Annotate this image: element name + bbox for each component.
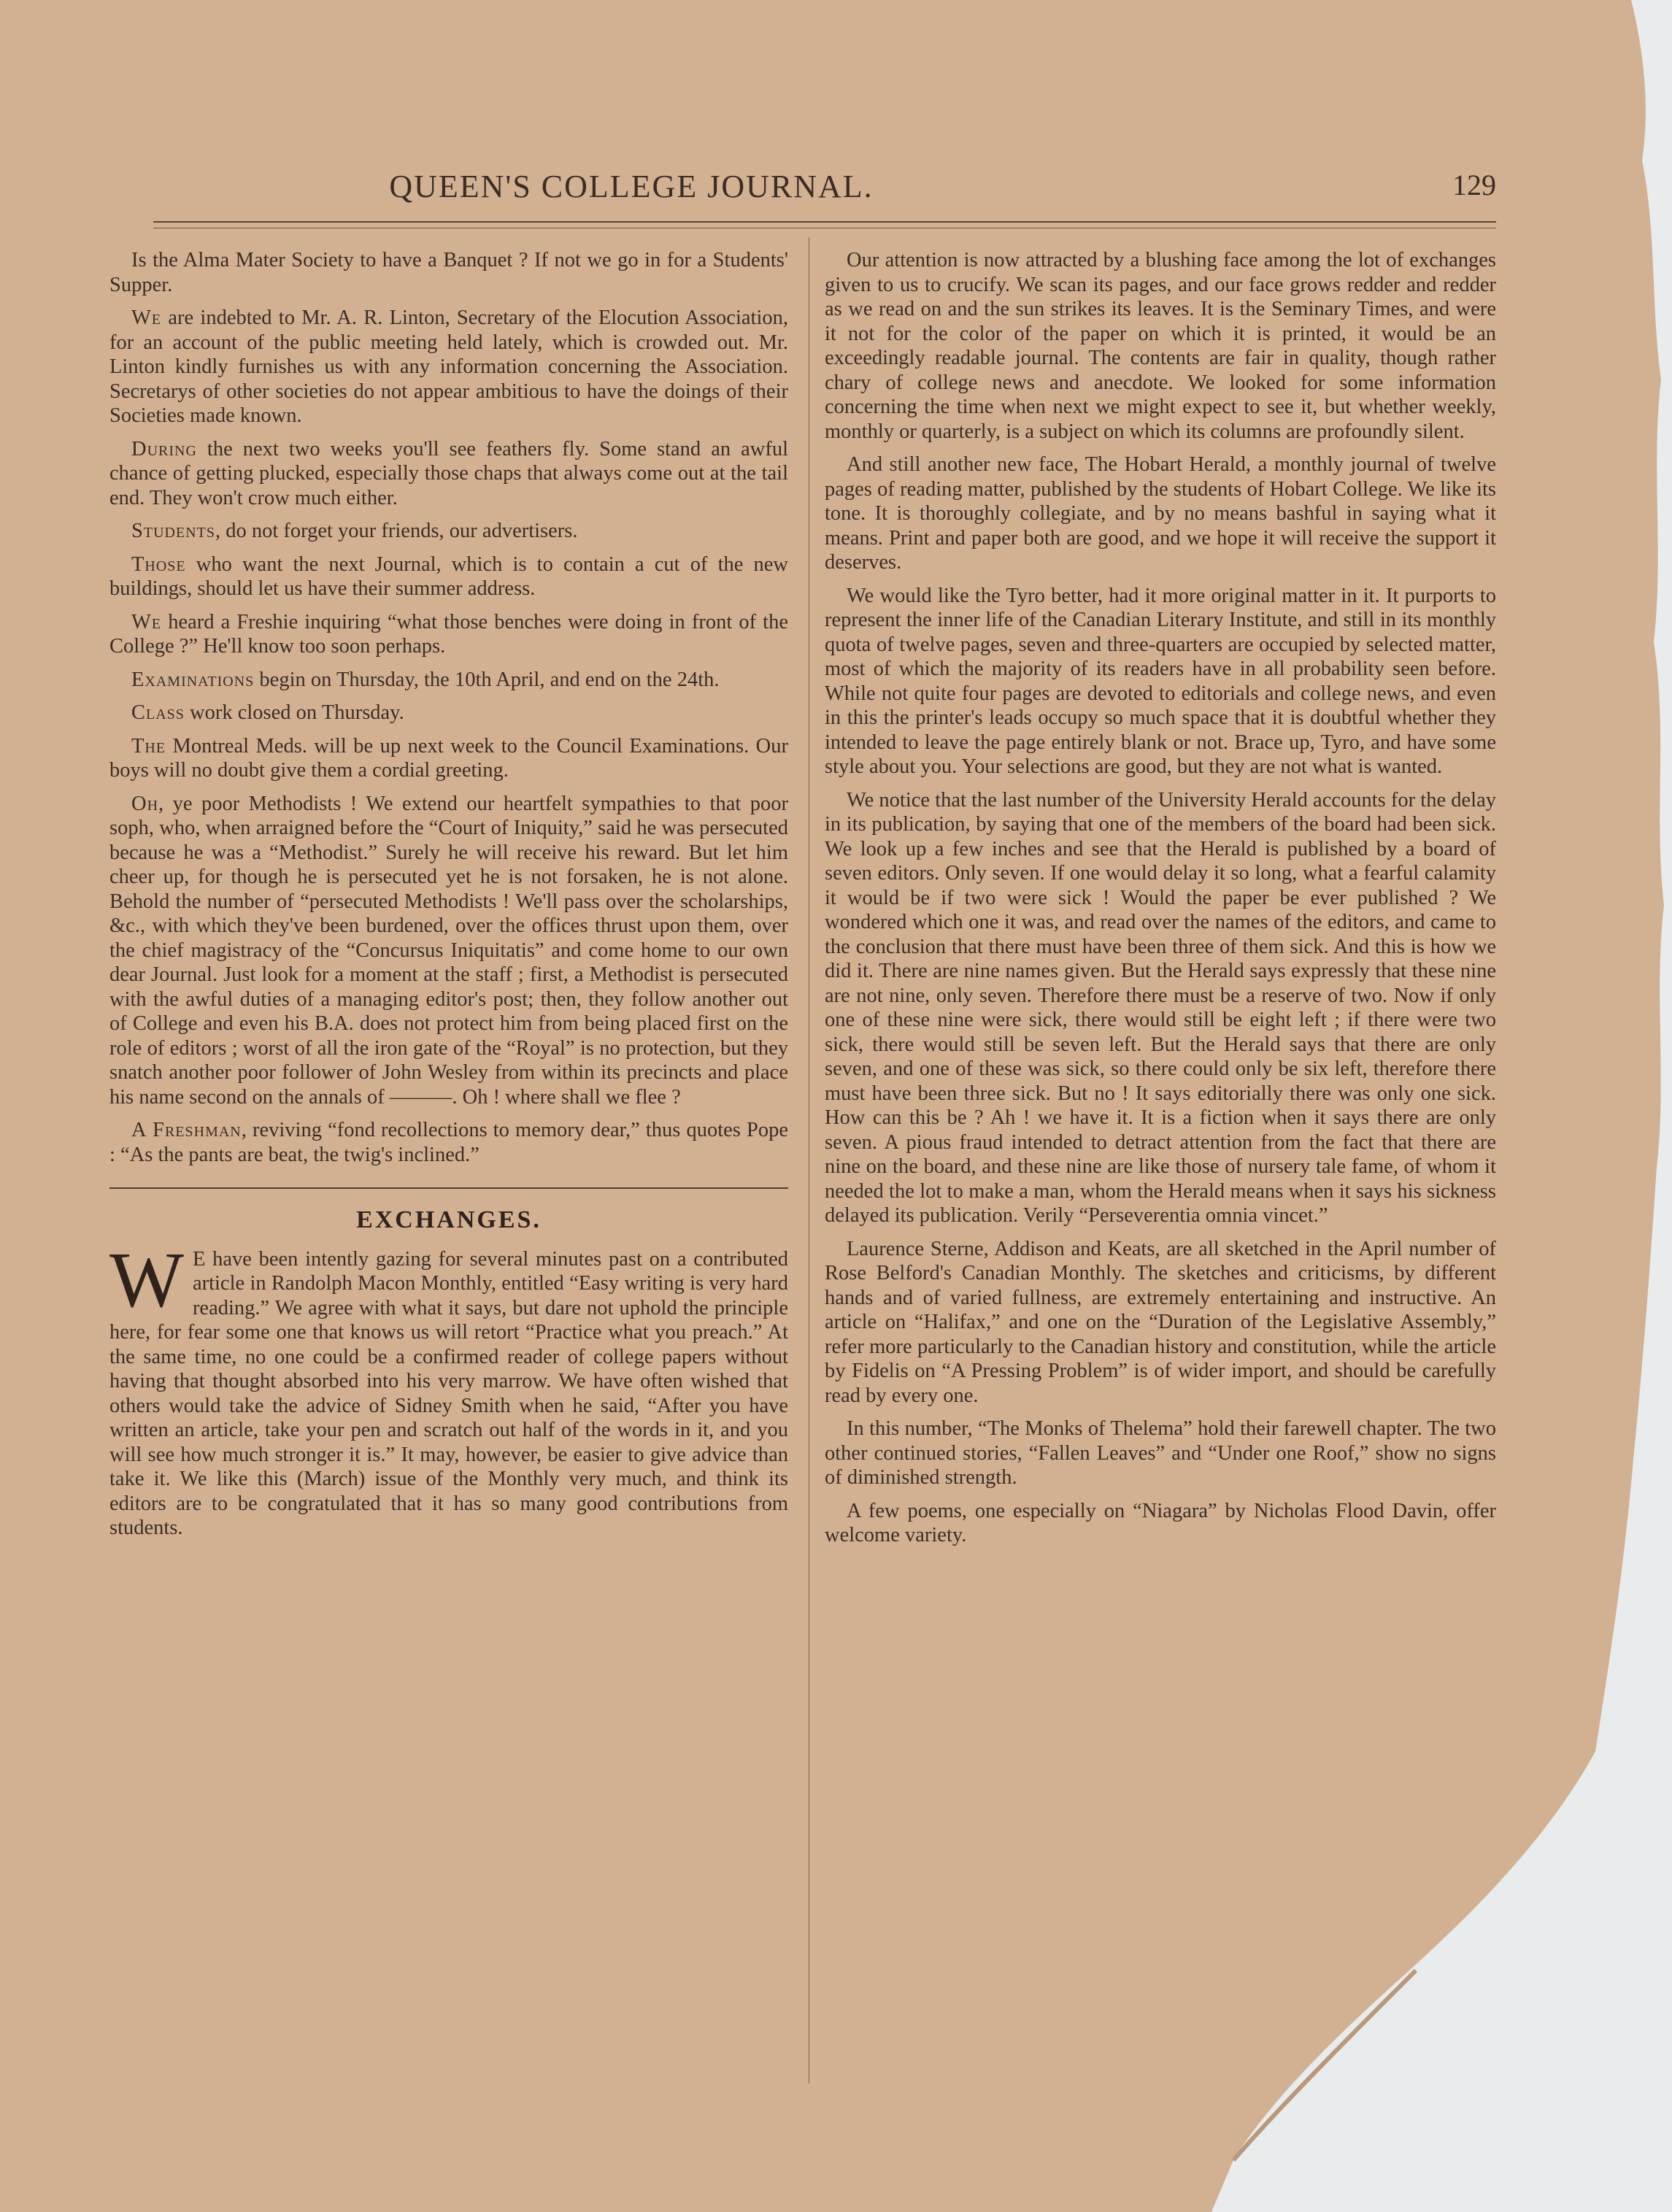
paragraph-text: E have been intently gazing for several minutes past on a contributed article in Randolph Macon Monthly, entitled “Easy writing is very hard reading.” We agree with what it says, but dare not uphold the principle here, for fear some one that knows us will retort “Practice what you preach.” At the same time, no one could be a confirmed reader of college papers without having that thought absorbed into his very marrow. We have often wished that others would take the advice of Sidney Smith when he said, “After you have written an article, take your pen and scratch out half of the words in it, and you will see how much stronger it is.” It may, however, be easier to give advice than take it. We like this (March) issue of the Monthly very much, and think its editors are to be congratulated that it has so many good contributions from students.	[109, 1247, 788, 1539]
paragraph-methodists	[109, 792, 788, 1110]
journal-title: QUEEN'S COLLEGE JOURNAL.	[389, 169, 874, 204]
paragraph-seminary-times: Our attention is now attracted by a blushing face among the lot of exchanges given to us to crucify. We scan its pages, and our face grows redder and redder as we read on and the sun strikes its leaves. It is the Seminary Times, and were it not for the color of the paper on which it is printed, it would be an exceedingly readable journal. The contents are fair in quality, though rather chary of college news and anecdote. We looked for some information concerning the time when next we might expect to see it, but whether weekly, monthly or quarterly, is a subject on which its columns are profoundly silent.	[825, 249, 1496, 443]
paragraph-lead: During	[131, 437, 197, 460]
drop-cap: W	[109, 1236, 184, 1324]
paragraph-university-herald: We notice that the last number of the University Herald accounts for the delay in its publication, by saying that one of the members of the board had been sick. We look up a few inches and see that the Herald is published by a board of seven editors. Only seven. If one would delay it so long, what a fearful calamity it would be if two were sick ! Would the paper be ever published ? We wondered which one it was, and read over the names of the editors, and came to the conclusion that there must have been three of them sick. And this is how we did it. There are nine names given. But the Herald says expressly that these nine are not nine, only seven. Therefore there must be a reserve of two. Now if only one of these nine were sick, there would still be eight left ; if there were two sick, there would still be seven left. But the Herald says that there are only seven, and one of these was sick, so there could only be six left, therefore there must have been three sick. But no ! It says editorially there was only one sick. How can this be ? Ah ! we have it. It is a fiction when it says there are only seven. A pious fraud intended to detract attention from the fact that there are nine on the board, and these nine are like those of nursery tale fame, of whom it needed the lot to make a man, whom the Herald means when it says his sickness delayed its publication. Verily “Perseverentia omnia vincet.”	[825, 788, 1496, 1227]
page-number: 129	[1452, 169, 1496, 201]
paragraph-linton	[109, 306, 788, 428]
paragraph-text: , reviving “fond recollections to memory dear,” thus quotes Pope : “As the pants are beat, the twig's inclined.”	[109, 1119, 788, 1166]
paragraph-text: begin on Thursday, the 10th April, and end on the 24th.	[254, 668, 720, 691]
paragraph-lead: Class	[131, 701, 185, 724]
paragraph-freshman	[109, 1118, 788, 1167]
paragraph-freshie	[109, 610, 788, 659]
paragraph-lead: We	[131, 610, 162, 633]
paragraph-text: the next two weeks you'll see feathers fly. Some stand an awful chance of getting plucked, especially those chaps that always come out at the tail end. They won't crow much either.	[109, 437, 788, 509]
right-column	[825, 248, 1496, 1557]
paragraph-lead: The	[131, 734, 166, 758]
paragraph-tyro: We would like the Tyro better, had it more original matter in it. It purports to represent the inner life of the Canadian Literary Institute, and still in its monthly quota of twelve pages, seven and three-quarters are occupied by selected matter, most of which the majority of its readers have in all probability seen before. While not quite four pages are devoted to editorials and college news, and even in this the printer's leads occupy so much space that it is doubtful whether they intended to leave the page entirely blank or not. Brace up, Tyro, and have some style about you. Your selections are good, but they are not what is wanted.	[825, 584, 1496, 778]
paragraph-lead: Oh	[131, 792, 159, 815]
left-column	[109, 248, 788, 1549]
paragraph-text: are indebted to Mr. A. R. Linton, Secretary of the Elocution Association, for an account of the public meeting held lately, which is crowded out. Mr. Linton kindly furnishes us with any information concerning the Association. Secretarys of other societies do not appear ambitious to have the doings of their Societies made known.	[109, 307, 788, 427]
paragraph-text: heard a Freshie inquiring “what those benches were doing in front of the College ?” He'll know too soon perhaps.	[109, 610, 788, 658]
paragraph-exchanges-intro	[109, 1236, 788, 1541]
paragraph-lead: Examinations	[131, 668, 255, 691]
journal-page	[109, 146, 1496, 2116]
paragraph-canadian-monthly: Laurence Sterne, Addison and Keats, are all sketched in the April number of Rose Belford's Canadian Monthly. The sketches and criticisms, by different hands and of varied fullness, are extremely entertaining and instructive. An article on “Halifax,” and one on the “Duration of the Legislative Assembly,” refer more particularly to the Canadian history and constitution, while the article by Fidelis on “A Pressing Problem” is of wider import, and should be carefully read by every one.	[825, 1237, 1496, 1407]
paragraph-lead: We	[131, 307, 162, 329]
paragraph-summer-address	[109, 552, 788, 601]
paragraph-examinations	[109, 668, 788, 693]
running-head	[109, 168, 1496, 219]
paragraph-text: work closed on Thursday.	[184, 701, 404, 724]
paragraph-lead: Those	[131, 552, 186, 576]
paragraph-poems: A few poems, one especially on “Niagara” by Nicholas Flood Davin, offer welcome variety.	[825, 1499, 1496, 1546]
exchanges-heading: EXCHANGES.	[356, 1206, 542, 1233]
paragraph-lead: Students	[131, 520, 215, 542]
paragraph-text: Montreal Meds. will be up next week to the Council Examinations. Our boys will no doubt give them a cordial greeting.	[109, 734, 788, 782]
paragraph-advertisers	[109, 519, 788, 544]
paragraph-text: who want the next Journal, which is to contain a cut of the new buildings, should let us have their summer address.	[109, 552, 788, 600]
paragraph-class-work	[109, 701, 788, 725]
header-rule-top	[153, 221, 1496, 223]
paragraph-montreal-meds	[109, 734, 788, 783]
paragraph-text: , ye poor Methodists ! We extend our heartfelt sympathies to that poor soph, who, when arraigned before the “Court of Iniquity,” said he was persecuted because he was a “Methodist.” Surely he will receive his reward. But let him cheer up, for though he is persecuted yet he is not forsaken, he is not alone. Behold the number of “persecuted Methodists ! We'll pass over the scholarships, &c., with which they've been burdened, over the offices thrust upon them, over the chief magistracy of the “Concursus Iniquitatis” and come home to our own dear Journal. Just look for a moment at the staff ; first, a Methodist is persecuted with the awful duties of a managing editor's post; then, they follow another out of College and even his B.A. does not protect him from being placed first on the role of editors ; worst of all the iron gate of the “Royal” is no protection, but they snatch another poor follower of John Wesley from within its precincts and place his name second on the annals of ———. Oh ! where shall we flee ?	[109, 792, 788, 1109]
paragraph-hobart-herald: And still another new face, The Hobart Herald, a monthly journal of twelve pages of reading matter, published by the students of Hobart College. We like its tone. It is thoroughly collegiate, and by no means bashful in saying what it means. Print and paper both are good, and we hope it will receive the support it deserves.	[825, 453, 1496, 574]
paragraph-banquet	[109, 248, 788, 297]
paragraph-thelema: In this number, “The Monks of Thelema” hold their farewell chapter. The two other continued stories, “Fallen Leaves” and “Under one Roof,” show no signs of diminished strength.	[825, 1417, 1496, 1489]
paragraph-text: Is the Alma Mater Society to have a Banquet ? If not we go in for a Students' Supper.	[109, 249, 788, 296]
paragraph-lead: A Freshman	[131, 1119, 242, 1141]
paragraph-text: , do not forget your friends, our advertisers.	[215, 520, 578, 542]
paragraph-feathers	[109, 437, 788, 511]
section-rule	[109, 1187, 788, 1189]
